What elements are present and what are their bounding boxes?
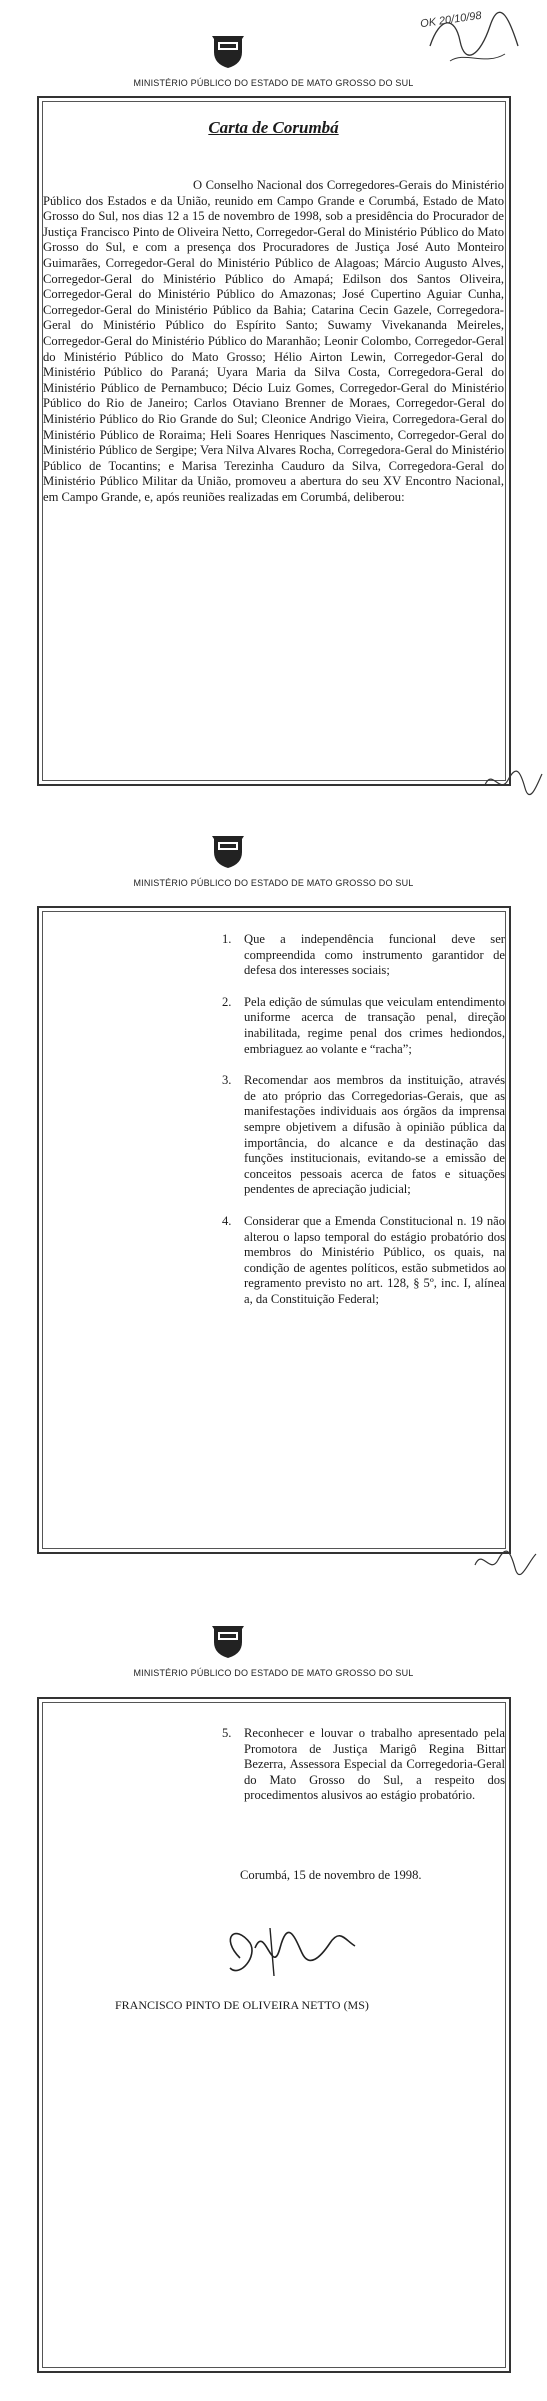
- list-item: 3. Recomendar aos membros da instituição, através de ato próprio das Corregedorias-Gerais, que as manifestações individuais aos órgãos da imprensa sempre objetivem a difusão à opinião pública da importância, do alcance e da destinação das funções institucionais, evitando-se a emissão de conceitos pessoais acerca de fatos e situações pendentes de apreciação judicial;: [222, 1073, 505, 1197]
- list-item: 4. Considerar que a Emenda Constitucional n. 19 não alterou o lapso temporal do estágio probatório dos membros do Ministério Público, os quais, na condição de agentes políticos, estão submetidos ao regramento previsto no art. 128, § 5º, inc. I, alínea a, da Constituição Federal;: [222, 1213, 505, 1306]
- signature: [210, 1918, 360, 1988]
- list-item: 1. Que a independência funcional deve ser compreendida como instrumento garantidor de defesa dos interesses sociais;: [222, 932, 505, 978]
- institution-header: MINISTÉRIO PÚBLICO DO ESTADO DE MATO GROSSO DO SUL: [133, 878, 414, 888]
- deliberations-list-continued: [222, 1726, 505, 1820]
- list-item: 2. Pela edição de súmulas que veiculam entendimento uniforme acerca de transação penal, direção inabilitada, regime penal dos crimes hediondos, embriaguez ao volante e “racha”;: [222, 994, 505, 1056]
- page1-rubric-signature: [480, 760, 545, 800]
- institution-header: MINISTÉRIO PÚBLICO DO ESTADO DE MATO GROSSO DO SUL: [133, 1668, 414, 1678]
- intro-paragraph: O Conselho Nacional dos Corregedores-Gerais do Ministério Público dos Estados e da União, reunido em Campo Grande e Corumbá, Estado de Mato Grosso do Sul, nos dias 12 a 15 de novembro de 1998, sob a presidência do Procurador de Justiça Francisco Pinto de Oliveira Netto, Corregedor-Geral do Ministério Público do Mato Grosso do Sul, e com a presença dos Procuradores de Justiça José Auto Monteiro Guimarães, Corregedor-Geral do Ministério Público de Alagoas; Márcio Augusto Alves, Corregedor-Geral do Ministério Público do Amapá; Edilson dos Santos Oliveira, Corregedor-Geral do Ministério Público do Amazonas; José Cupertino Aguiar Cunha, Corregedor-Geral do Ministério Público da Bahia; Catarina Cecin Gazele, Corregedora-Geral do Ministério Público do Espírito Santo; Suwamy Vivekananda Meireles, Corregedor-Geral do Ministério Público do Maranhão; Leonir Colombo, Corregedor-Geral do Ministério Público do Mato Grosso; Hélio Airton Lewin, Corregedor-Geral do Ministério Público do Paraná; Uyara Maria da Silva Costa, Corregedora-Geral do Ministério Público de Pernambuco; Décio Luiz Gomes, Corregedor-Geral do Ministério Público do Rio de Janeiro; Carlos Otaviano Brenner de Moraes, Corregedor-Geral do Ministério Público do Rio Grande do Sul; Cleonice Andrigo Vieira, Corregedora-Geral do Ministério Público de Roraima; Heli Soares Henriques Nascimento, Corregedor-Geral do Ministério Público de Sergipe; Vera Nilva Alvares Rocha, Corregedora-Geral do Ministério Público de Tocantins; e Marisa Terezinha Cauduro da Silva, Corregedora-Geral do Ministério Público Militar da União, promoveu a abertura do seu XV Encontro Nacional, em Campo Grande, e, após reuniões realizadas em Corumbá, deliberou:: [43, 178, 504, 504]
- institution-header: MINISTÉRIO PÚBLICO DO ESTADO DE MATO GROSSO DO SUL: [133, 78, 414, 88]
- handwritten-initials: [410, 6, 530, 76]
- state-seal-logo: [208, 30, 248, 70]
- document-title: Carta de Corumbá: [208, 118, 339, 137]
- deliberations-list: [222, 932, 505, 1323]
- signatory-name: FRANCISCO PINTO DE OLIVEIRA NETTO (MS): [115, 1998, 369, 2012]
- list-item: 5. Reconhecer e louvar o trabalho apresentado pela Promotora de Justiça Marigô Regina Bittar Bezerra, Assessora Especial da Corregedoria-Geral do Mato Grosso do Sul, a respeito dos procedimentos alusivos ao estágio probatório.: [222, 1726, 505, 1803]
- date-line: Corumbá, 15 de novembro de 1998.: [240, 1868, 422, 1882]
- page2-rubric-signature: [470, 1540, 540, 1580]
- state-seal-logo: [208, 1620, 248, 1660]
- handwritten-approval-note: OK 20/10/98: [419, 9, 483, 31]
- state-seal-logo: [208, 830, 248, 870]
